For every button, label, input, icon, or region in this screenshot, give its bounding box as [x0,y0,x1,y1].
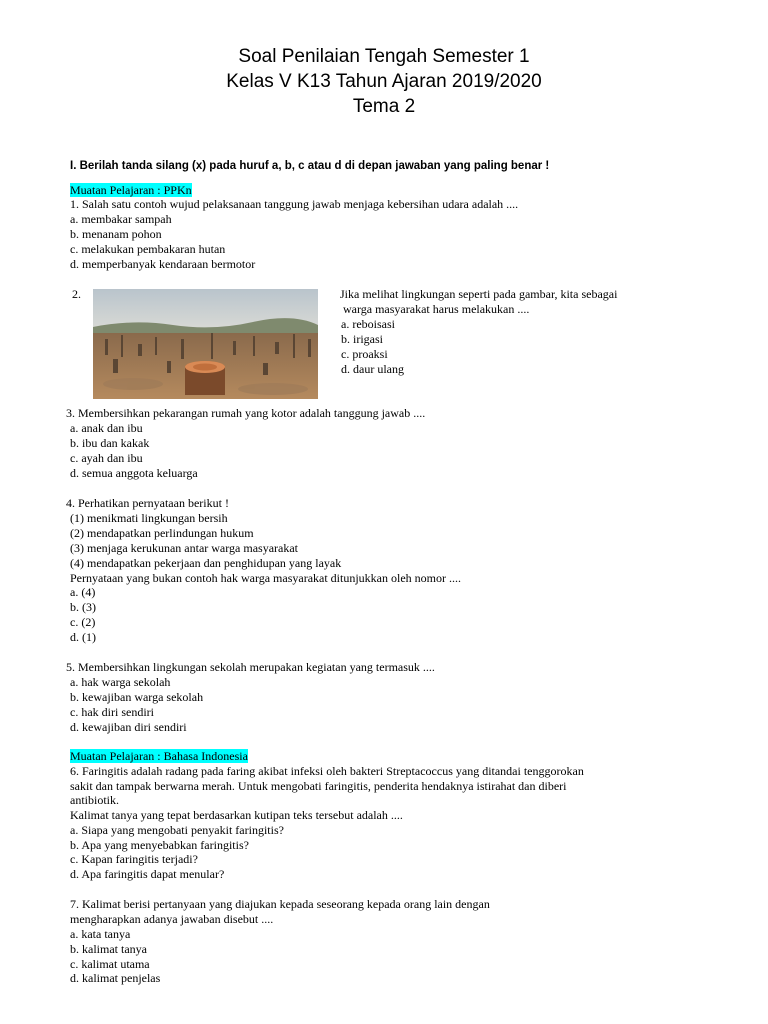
option-a: a. reboisasi [341,317,395,331]
instruction: I. Berilah tanda silang (x) pada huruf a, b, c atau d di depan jawaban yang paling benar ! [70,160,550,172]
option-a: a. hak warga sekolah [70,675,171,689]
option-b: b. menanam pohon [70,227,162,241]
option-c: c. Kapan faringitis terjadi? [70,852,198,866]
option-a: a. kata tanya [70,927,131,941]
section-label-bahasa-indonesia: Muatan Pelajaran : Bahasa Indonesia [70,749,248,763]
question-prompt: Kalimat tanya yang tepat berdasarkan kutipan teks tersebut adalah .... [70,808,403,822]
statement-1: (1) menikmati lingkungan bersih [70,511,228,525]
option-d: d. semua anggota keluarga [70,466,198,480]
question-number: 2. [72,287,81,301]
question-stem-line-2: mengharapkan adanya jawaban disebut .... [70,912,274,926]
passage-line-1: 6. Faringitis adalah radang pada faring akibat infeksi oleh bakteri Streptacoccus yang ditandai tenggorokan [70,764,584,778]
deforestation-photo [93,289,318,399]
question-stem: 4. Perhatikan pernyataan berikut ! [66,496,229,510]
question-prompt: Pernyataan yang bukan contoh hak warga masyarakat ditunjukkan oleh nomor .... [70,571,462,585]
option-c: c. melakukan pembakaran hutan [70,242,226,256]
passage-line-2: sakit dan tampak berwarna merah. Untuk mengobati faringitis, penderita hendaknya istirahat dan diberi [70,779,567,793]
option-c: c. (2) [70,615,96,629]
option-d: d. Apa faringitis dapat menular? [70,867,225,881]
option-c: c. kalimat utama [70,957,150,971]
option-c: c. hak diri sendiri [70,705,154,719]
option-b: b. (3) [70,600,96,614]
option-a: a. (4) [70,585,96,599]
question-stem-line-1: 7. Kalimat berisi pertanyaan yang diajukan kepada seseorang kepada orang lain dengan [70,897,490,911]
title-line-2: Kelas V K13 Tahun Ajaran 2019/2020 [226,71,542,92]
question-stem: 1. Salah satu contoh wujud pelaksanaan tanggung jawab menjaga kebersihan udara adalah .... [70,197,519,211]
statement-4: (4) mendapatkan pekerjaan dan penghidupan yang layak [70,556,342,570]
option-d: d. (1) [70,630,96,644]
option-a: a. Siapa yang mengobati penyakit faringitis? [70,823,284,837]
question-stem-line-1: Jika melihat lingkungan seperti pada gambar, kita sebagai [340,287,618,301]
option-b: b. Apa yang menyebabkan faringitis? [70,838,249,852]
option-b: b. kalimat tanya [70,942,147,956]
option-c: c. proaksi [341,347,388,361]
option-d: d. daur ulang [341,362,404,376]
option-d: d. memperbanyak kendaraan bermotor [70,257,256,271]
section-label-ppkn: Muatan Pelajaran : PPKn [70,183,192,197]
passage-line-3: antibiotik. [70,793,119,807]
question-stem: 3. Membersihkan pekarangan rumah yang kotor adalah tanggung jawab .... [66,406,426,420]
option-b: b. irigasi [341,332,383,346]
option-c: c. ayah dan ibu [70,451,143,465]
question-stem: 5. Membersihkan lingkungan sekolah merupakan kegiatan yang termasuk .... [66,660,435,674]
option-a: a. membakar sampah [70,212,172,226]
title-line-3: Tema 2 [352,96,416,117]
option-d: d. kewajiban diri sendiri [70,720,187,734]
option-b: b. ibu dan kakak [70,436,150,450]
option-a: a. anak dan ibu [70,421,143,435]
statement-2: (2) mendapatkan perlindungan hukum [70,526,254,540]
option-d: d. kalimat penjelas [70,971,161,985]
statement-3: (3) menjaga kerukunan antar warga masyarakat [70,541,299,555]
option-b: b. kewajiban warga sekolah [70,690,204,704]
question-stem-line-2: warga masyarakat harus melakukan .... [343,302,530,316]
title-line-1: Soal Penilaian Tengah Semester 1 [238,46,530,67]
